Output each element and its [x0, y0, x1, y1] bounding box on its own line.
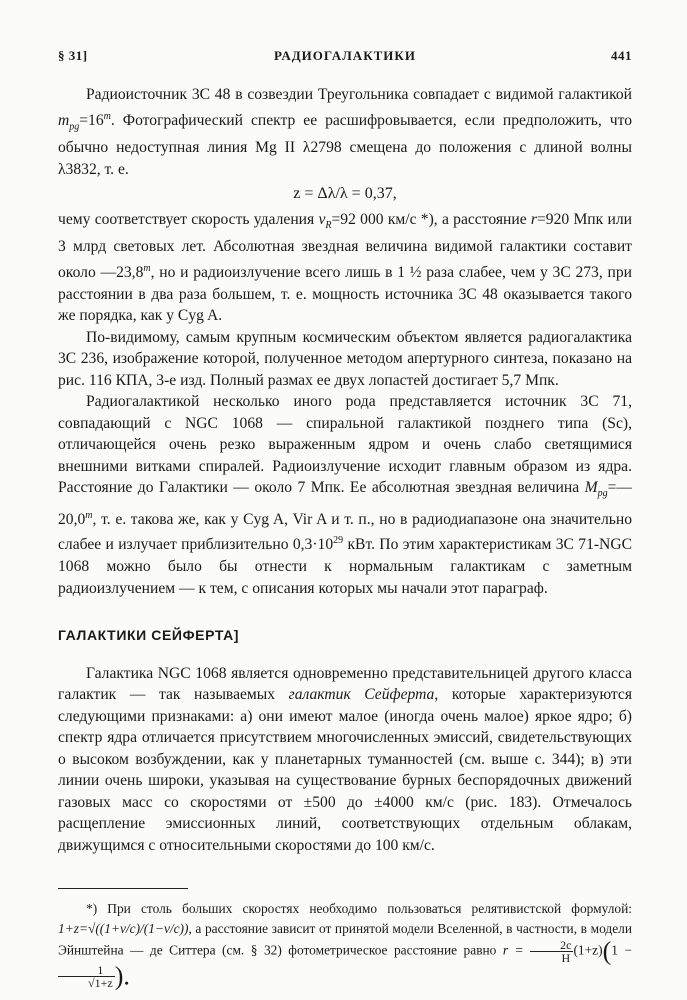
paragraph-3c48-cont: чему соответствует скорость удаления $v_R=92$ 000 км/с *), а расстояние r=920 Мпк или 3 млрд световых лет. Абсолютная звездная величина видимой галактики составит около —23,8$^m$, но и радиоизлучение всего лишь в 1 ½ раза слабее, чем у 3C 273, при расстоянии в два раза большем, т. е. мощность источника 3C 48 оказывается такого же порядка, как у Cyg A. [58, 210, 632, 325]
section-subheading: ГАЛАКТИКИ СЕЙФЕРТА] [58, 627, 240, 644]
running-title: РАДИОГАЛАКТИКИ [274, 48, 416, 63]
footnote-divider [58, 888, 188, 889]
paragraph-3c236: По-видимому, самым крупным космическим объектом является радиогалактика 3C 236, изображение которой, полученное методом апертурного синтеза, показано на рис. 116 КПА, 3-е изд. Полный размах ее двух лопастей достигает 5,7 Мпк. [58, 328, 632, 389]
page-body [58, 84, 632, 989]
paragraph-3c71: Радиогалактикой несколько иного рода представляется источник 3C 71, совпадающий с NGC 1068 — спиральной галактикой позднего типа (Sc), отличающейся очень резко выраженным ядром и очень слабо светящимися внешними витками спиралей. Радиоизлучение исходит главным образом из ядра. Расстояние до Галактики — около 7 Мпк. Ее абсолютная звездная величина $M_{pg}=—20,0^m$, т. е. такова же, как у Cyg A, Vir A и т. п., но в радиодиапазоне она значительно слабее и излучает приблизительно $0,3\cdot 10^{29}$ кВт. По этим характеристикам 3C 71-NGC 1068 можно было бы отнести к нормальным галактикам с заметным радиоизлучением — к тем, с описания которых мы начали этот параграф. [58, 393, 632, 597]
footnote: *) При столь больших скоростях необходимо пользоваться релятивистской формулой: 1+z=√((1+v/c)/(1−v/c)), а расстояние зависит от принятой модели Вселенной, в частности, в модели Эйнштейна — де Ситтера (см. § 32) фотометрическое расстояние равно r = $\frac{2c}{H}$ (1+z)(1 − $\frac{1}{√1+z}$ ). [58, 901, 632, 991]
equation-redshift: z = Δλ/λ = 0,37, [293, 185, 397, 203]
fraction-one-over-sqrt: $\frac{1}{√1+z}$ [58, 964, 115, 989]
section-number: § 31] [58, 48, 88, 63]
running-header [58, 48, 632, 68]
paragraph-3c48: Радиоисточник 3C 48 в созвездии Треугольника совпадает с видимой галактикой $m_{pg}=16^m$. Фотографический спектр ее расшифровывается, если предположить, что обычно недоступная линия Mg II λ2798 смещена до положения с длиной волны λ3832, т. е. [58, 86, 632, 178]
page-number: 441 [611, 48, 632, 63]
fraction-2c-over-h: $\frac{2c}{H}$ [530, 939, 573, 964]
paragraph-seyfert: Галактика NGC 1068 является одновременно представительницей другого класса галактик — так называемых галактик Сейферта, которые характеризуются следующими признаками: а) они имеют малое (иногда очень малое) яркое ядро; б) спектр ядра отличается присутствием многочисленных эмиссий, свидетельствующих о высоком возбуждении, как у планетарных туманностей (см. выше с. 344); в) эти линии очень широки, указывая на существование бурных беспорядочных движений газовых масс со скоростями от ±500 до ±4000 км/с (рис. 183). Отмечалось расщепление эмиссионных линий, соответствующих отдельным облакам, движущимся с относительными скоростями до 100 км/с. [58, 664, 632, 854]
